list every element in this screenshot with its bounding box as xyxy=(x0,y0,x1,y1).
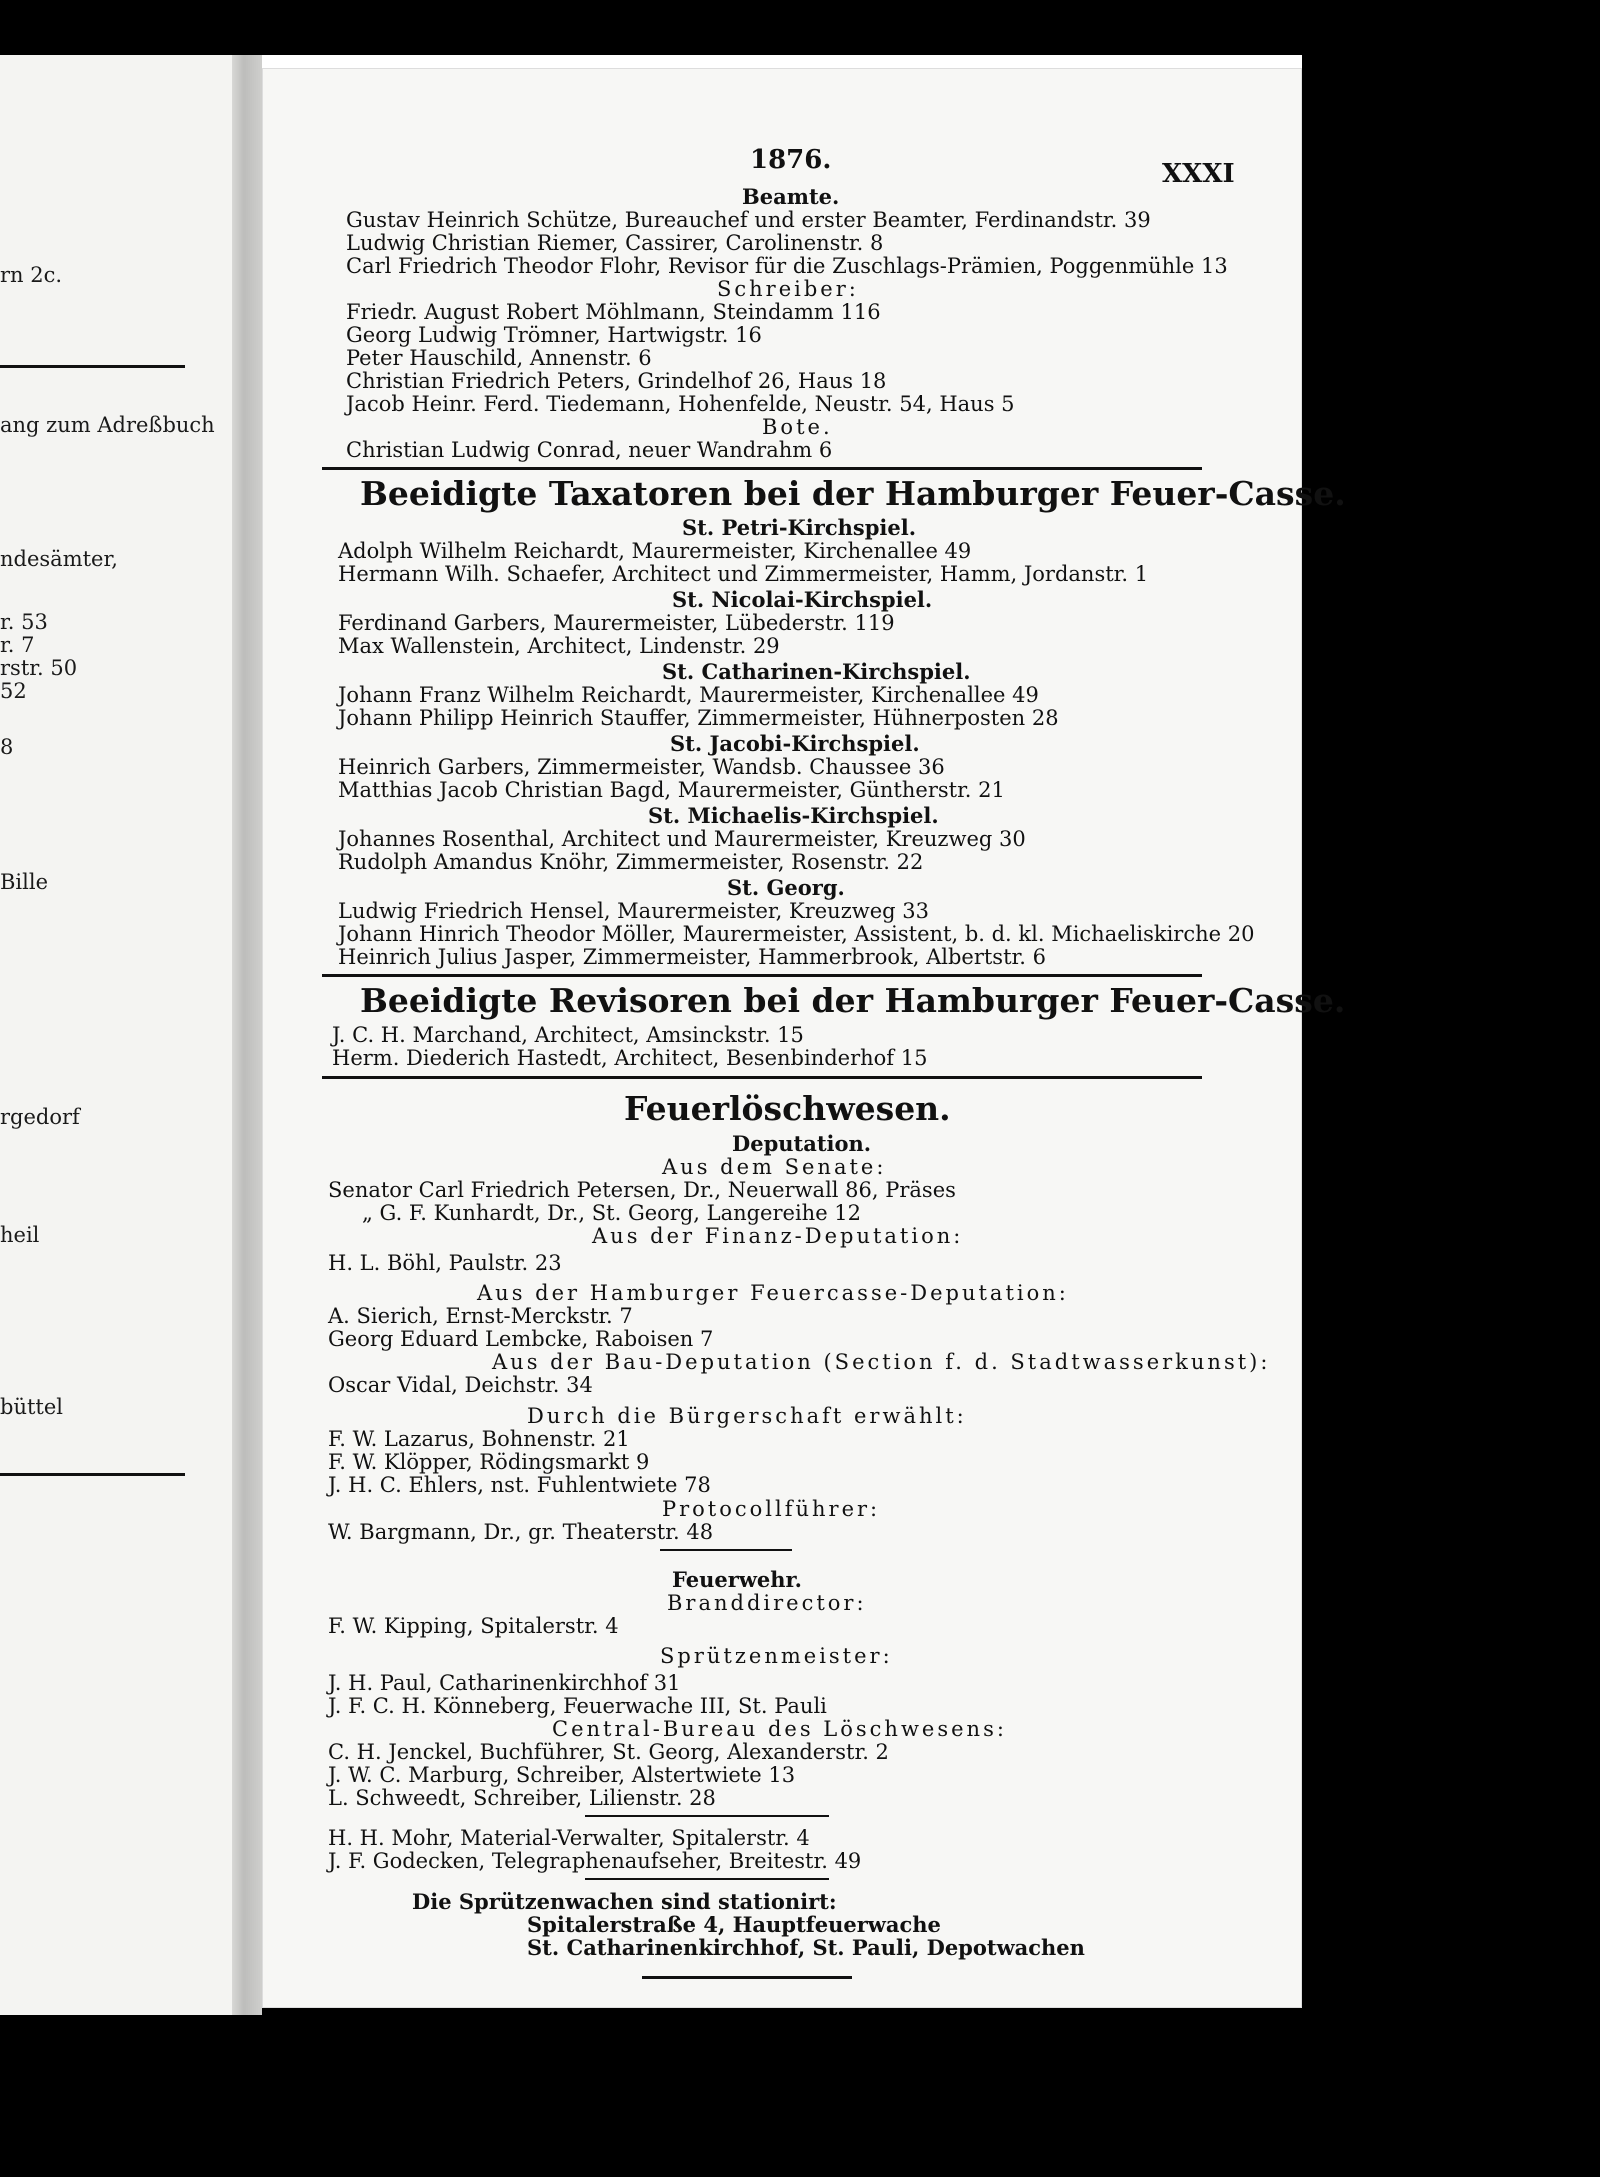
station-entry: Spitalerstraße 4, Hauptfeuerwache xyxy=(527,1912,941,1937)
subsection-heading: Deputation. xyxy=(732,1131,872,1156)
subsection-heading: Bote. xyxy=(762,415,833,439)
group-heading: Aus der Finanz-Deputation: xyxy=(592,1224,964,1248)
entry: Georg Ludwig Trömner, Hartwigstr. 16 xyxy=(346,323,762,347)
facing-fragment: 52 xyxy=(0,679,27,703)
facing-fragment: r. 7 xyxy=(0,633,35,657)
stations-heading: Die Sprützenwachen sind stationirt: xyxy=(412,1889,837,1914)
facing-fragment: ndesämter, xyxy=(0,547,118,571)
entry: Hermann Wilh. Schaefer, Architect und Zimmermeister, Hamm, Jordanstr. 1 xyxy=(338,562,1149,586)
entry: C. H. Jenckel, Buchführer, St. Georg, Alexanderstr. 2 xyxy=(328,1740,889,1764)
entry: Ludwig Friedrich Hensel, Maurermeister, Kreuzweg 33 xyxy=(338,899,929,923)
entry: Senator Carl Friedrich Petersen, Dr., Neuerwall 86, Präses xyxy=(328,1178,956,1202)
entry: Jacob Heinr. Ferd. Tiedemann, Hohenfelde, Neustr. 54, Haus 5 xyxy=(346,392,1015,416)
group-heading: Protocollführer: xyxy=(662,1497,881,1521)
short-rule xyxy=(660,1549,792,1551)
section-heading: Beamte. xyxy=(742,184,840,209)
entry: Georg Eduard Lembcke, Raboisen 7 xyxy=(328,1327,714,1351)
parish-heading: St. Nicolai-Kirchspiel. xyxy=(672,587,933,612)
facing-fragment: ang zum Adreßbuch xyxy=(0,413,215,437)
section-title: Beeidigte Revisoren bei der Hamburger Feuer-Casse. xyxy=(360,981,1346,1020)
entry: Gustav Heinrich Schütze, Bureauchef und erster Beamter, Ferdinandstr. 39 xyxy=(346,208,1151,232)
group-heading: Aus der Bau-Deputation (Section f. d. Stadtwasserkunst): xyxy=(492,1350,1271,1374)
section-rule xyxy=(322,1076,1202,1079)
end-rule xyxy=(642,1976,852,1979)
group-heading: Central-Bureau des Löschwesens: xyxy=(552,1717,1007,1741)
subsection-heading: Feuerwehr. xyxy=(672,1567,802,1592)
entry: J. F. C. H. Könneberg, Feuerwache III, St. Pauli xyxy=(328,1694,827,1718)
entry: H. H. Mohr, Material-Verwalter, Spitalerstr. 4 xyxy=(328,1826,810,1850)
entry: Johann Hinrich Theodor Möller, Maurermeister, Assistent, b. d. kl. Michaeliskirche 20 xyxy=(338,922,1255,946)
entry: Johann Philipp Heinrich Stauffer, Zimmermeister, Hühnerposten 28 xyxy=(338,706,1059,730)
parish-heading: St. Catharinen-Kirchspiel. xyxy=(662,659,971,684)
parish-heading: St. Jacobi-Kirchspiel. xyxy=(670,731,920,756)
entry: H. L. Böhl, Paulstr. 23 xyxy=(328,1251,562,1275)
entry: Christian Friedrich Peters, Grindelhof 26, Haus 18 xyxy=(346,369,887,393)
entry: Johann Franz Wilhelm Reichardt, Maurermeister, Kirchenallee 49 xyxy=(338,683,1039,707)
facing-fragment: rn 2c. xyxy=(0,263,63,287)
section-rule xyxy=(322,467,1202,470)
entry: „ G. F. Kunhardt, Dr., St. Georg, Langereihe 12 xyxy=(362,1201,862,1225)
facing-fragment: rgedorf xyxy=(0,1105,80,1129)
facing-page xyxy=(0,55,232,2015)
parish-heading: St. Georg. xyxy=(727,875,845,900)
entry: J. H. Paul, Catharinenkirchhof 31 xyxy=(328,1671,681,1695)
entry: J. W. C. Marburg, Schreiber, Alstertwiete 13 xyxy=(328,1763,796,1787)
entry: F. W. Kipping, Spitalerstr. 4 xyxy=(328,1614,619,1638)
page-number: XXXI xyxy=(1162,159,1235,189)
entry: L. Schweedt, Schreiber, Lilienstr. 28 xyxy=(328,1786,716,1810)
page-year: 1876. xyxy=(750,145,832,175)
entry: Christian Ludwig Conrad, neuer Wandrahm 6 xyxy=(346,438,833,462)
entry: F. W. Klöpper, Rödingsmarkt 9 xyxy=(328,1450,650,1474)
subsection-heading: Schreiber: xyxy=(717,277,859,301)
entry: Peter Hauschild, Annenstr. 6 xyxy=(346,346,652,370)
entry: Max Wallenstein, Architect, Lindenstr. 29 xyxy=(338,634,780,658)
facing-fragment: Bille xyxy=(0,870,49,894)
group-heading: Branddirector: xyxy=(667,1591,867,1615)
entry: Johannes Rosenthal, Architect und Maurermeister, Kreuzweg 30 xyxy=(338,827,1026,851)
facing-rule xyxy=(0,365,185,368)
right-band xyxy=(1302,0,1600,2177)
entry: Friedr. August Robert Möhlmann, Steindamm 116 xyxy=(346,300,881,324)
entry: Carl Friedrich Theodor Flohr, Revisor für die Zuschlags-Prämien, Poggenmühle 13 xyxy=(346,254,1228,278)
section-title: Beeidigte Taxatoren bei der Hamburger Feuer-Casse. xyxy=(360,474,1346,513)
group-heading: Sprützenmeister: xyxy=(660,1644,893,1668)
entry: Heinrich Julius Jasper, Zimmermeister, Hammerbrook, Albertstr. 6 xyxy=(338,945,1046,969)
entry: F. W. Lazarus, Bohnenstr. 21 xyxy=(328,1427,630,1451)
entry: Herm. Diederich Hastedt, Architect, Besenbinderhof 15 xyxy=(332,1046,928,1070)
group-heading: Aus dem Senate: xyxy=(662,1155,887,1179)
facing-fragment: 8 xyxy=(0,735,14,759)
entry: J. F. Godecken, Telegraphenaufseher, Breitestr. 49 xyxy=(328,1849,862,1873)
section-title: Feuerlöschwesen. xyxy=(624,1089,951,1128)
station-entry: St. Catharinenkirchhof, St. Pauli, Depotwachen xyxy=(527,1935,1085,1960)
short-rule xyxy=(585,1815,829,1817)
book-gutter xyxy=(232,55,262,2015)
facing-fragment: heil xyxy=(0,1223,40,1247)
entry: Adolph Wilhelm Reichardt, Maurermeister, Kirchenallee 49 xyxy=(338,539,972,563)
facing-fragment: büttel xyxy=(0,1395,63,1419)
entry: Ferdinand Garbers, Maurermeister, Lübederstr. 119 xyxy=(338,611,895,635)
group-heading: Durch die Bürgerschaft erwählt: xyxy=(527,1404,967,1428)
entry: J. H. C. Ehlers, nst. Fuhlentwiete 78 xyxy=(328,1473,711,1497)
entry: Rudolph Amandus Knöhr, Zimmermeister, Rosenstr. 22 xyxy=(338,850,924,874)
facing-fragment: rstr. 50 xyxy=(0,656,78,680)
entry: A. Sierich, Ernst-Merckstr. 7 xyxy=(328,1304,633,1328)
entry: Oscar Vidal, Deichstr. 34 xyxy=(328,1373,593,1397)
parish-heading: St. Petri-Kirchspiel. xyxy=(682,515,917,540)
facing-fragment: r. 53 xyxy=(0,610,48,634)
group-heading: Aus der Hamburger Feuercasse-Deputation: xyxy=(477,1281,1069,1305)
short-rule xyxy=(585,1878,829,1880)
facing-rule xyxy=(0,1473,185,1476)
entry: J. C. H. Marchand, Architect, Amsinckstr. 15 xyxy=(332,1023,804,1047)
directory-page xyxy=(262,68,1346,2008)
parish-heading: St. Michaelis-Kirchspiel. xyxy=(648,803,939,828)
entry: Ludwig Christian Riemer, Cassirer, Carolinenstr. 8 xyxy=(346,231,884,255)
entry: W. Bargmann, Dr., gr. Theaterstr. 48 xyxy=(328,1520,714,1544)
entry: Matthias Jacob Christian Bagd, Maurermeister, Güntherstr. 21 xyxy=(338,778,1005,802)
entry: Heinrich Garbers, Zimmermeister, Wandsb. Chaussee 36 xyxy=(338,755,945,779)
section-rule xyxy=(322,974,1202,977)
